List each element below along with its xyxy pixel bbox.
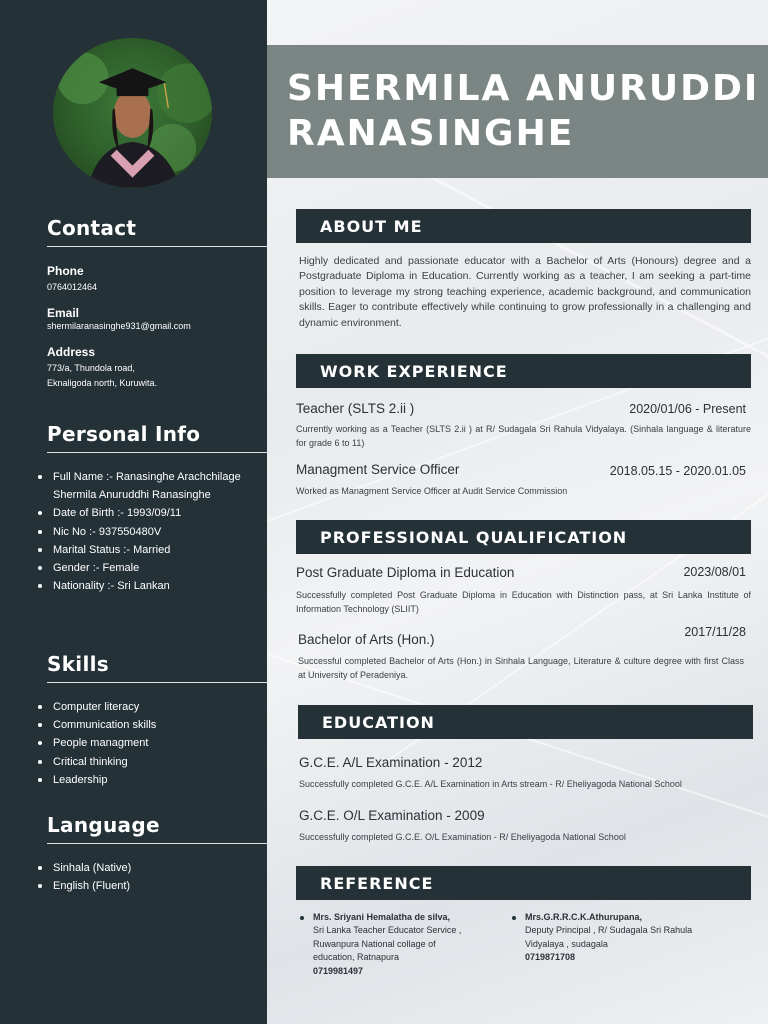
about-me-text: Highly dedicated and passionate educator with a Bachelor of Arts (Honours) degree and a Postgraduate Diploma in Education. Currently working as a teacher, I am seeking a part-time position to leverage my strong teaching experience, academic background, and communication skills. Eager to contribute effectively while continuing to grow professionally in a challenging and dynamic environment. [299, 255, 751, 329]
work-experience-section-bar [296, 354, 751, 388]
reference-2-name: Mrs.G.R.R.C.K.Athurupana, [525, 912, 643, 922]
qualification-2-date: 2017/11/28 [684, 625, 746, 639]
list-item: Leadership [36, 771, 258, 789]
language-divider [47, 843, 267, 844]
list-item: Full Name :- Ranasinghe Arachchilage Shermila Anuruddhi Ranasinghe [36, 468, 258, 504]
list-item: Critical thinking [36, 753, 258, 771]
skills-heading: Skills [47, 652, 109, 676]
graduate-portrait-icon [53, 38, 212, 188]
personal-info-divider [47, 452, 267, 453]
language-list [36, 859, 258, 895]
work-1-title: Teacher (SLTS 2.ii ) [296, 401, 415, 416]
work-2-title: Managment Service Officer [296, 462, 460, 477]
reference-2 [525, 911, 735, 965]
reference-heading: REFERENCE [320, 874, 434, 893]
reference-section-bar [296, 866, 751, 900]
qualification-1-title: Post Graduate Diploma in Education [296, 565, 515, 580]
education-1-description: Successfully completed G.C.E. A/L Examination in Arts stream - R/ Eheliyagoda National School [299, 779, 682, 789]
address-line-2: Eknaligoda north, Kuruwita. [47, 378, 158, 388]
list-item: Date of Birth :- 1993/09/11 [36, 504, 258, 522]
reference-2-phone: 0719871708 [525, 952, 576, 963]
education-2-title: G.C.E. O/L Examination - 2009 [299, 808, 485, 823]
list-item: Nationality :- Sri Lankan [36, 577, 258, 595]
email-label: Email [47, 306, 80, 320]
profile-photo [53, 38, 212, 188]
qualification-1-date: 2023/08/01 [683, 565, 746, 579]
about-me-heading: ABOUT ME [320, 217, 423, 236]
education-heading: EDUCATION [322, 713, 435, 732]
name-line-1: SHERMILA ANURUDDI [287, 68, 760, 109]
qualification-2-title: Bachelor of Arts (Hon.) [298, 632, 435, 647]
contact-divider [47, 246, 267, 247]
personal-info-list [36, 468, 258, 595]
education-1-title: G.C.E. A/L Examination - 2012 [299, 755, 483, 770]
education-2-description: Successfully completed G.C.E. O/L Examination - R/ Eheliyagoda National School [299, 832, 626, 842]
skills-divider [47, 682, 267, 683]
language-heading: Language [47, 813, 160, 837]
qualification-1-description: Successfully completed Post Graduate Diploma in Education with Distinction pass, at Sri Lanka Institute of Information Technology (SLIIT) [296, 590, 751, 614]
about-me-section-bar [296, 209, 751, 243]
reference-2-line-1: Deputy Principal , R/ Sudagala Sri Rahula [525, 925, 693, 936]
address-label: Address [47, 345, 96, 359]
phone-label: Phone [47, 264, 84, 278]
contact-heading: Contact [47, 216, 137, 240]
education-section-bar [298, 705, 753, 739]
name-line-2: RANASINGHE [287, 113, 575, 154]
work-2-date: 2018.05.15 - 2020.01.05 [609, 464, 746, 478]
list-item: Nic No :- 937550480V [36, 523, 258, 541]
reference-1-name: Mrs. Sriyani Hemalatha de silva, [313, 912, 451, 922]
reference-1-phone: 0719981497 [313, 965, 364, 976]
work-2-description: Worked as Managment Service Officer at Audit Service Commission [296, 486, 568, 496]
list-item: People managment [36, 734, 258, 752]
reference-1-line-2: Ruwanpura National collage of [313, 938, 436, 949]
qualification-section-bar [296, 520, 751, 554]
skills-list [36, 698, 258, 789]
list-item: Sinhala (Native) [36, 859, 258, 877]
reference-1-line-3: education, Ratnapura [313, 952, 400, 963]
reference-1 [313, 911, 503, 978]
name-banner [267, 45, 768, 178]
list-item: Marital Status :- Married [36, 541, 258, 559]
email-value: shermilaranasinghe931@gmail.com [47, 321, 191, 331]
bullet-icon [512, 916, 516, 920]
work-experience-heading: WORK EXPERIENCE [320, 362, 508, 381]
reference-2-line-2: Vidyalaya , sudagala [525, 938, 608, 949]
qualification-2-description: Successful completed Bachelor of Arts (Hon.) in Sinhala Language, Literature & culture degree with first Class at University of Peradeniya. [298, 656, 744, 680]
qualification-heading: PROFESSIONAL QUALIFICATION [320, 528, 628, 547]
address-line-1: 773/a, Thundola road, [47, 363, 135, 373]
list-item: Gender :- Female [36, 559, 258, 577]
work-1-description: Currently working as a Teacher (SLTS 2.ii ) at R/ Sudagala Sri Rahula Vidyalaya. (Sinhala language & literature for grade 6 to 11) [296, 424, 751, 448]
personal-info-heading: Personal Info [47, 422, 201, 446]
reference-1-line-1: Sri Lanka Teacher Educator Service , [313, 925, 462, 936]
list-item: Computer literacy [36, 698, 258, 716]
list-item: English (Fluent) [36, 877, 258, 895]
phone-value: 0764012464 [47, 282, 98, 292]
work-1-date: 2020/01/06 - Present [629, 402, 746, 416]
bullet-icon [300, 916, 304, 920]
list-item: Communication skills [36, 716, 258, 734]
